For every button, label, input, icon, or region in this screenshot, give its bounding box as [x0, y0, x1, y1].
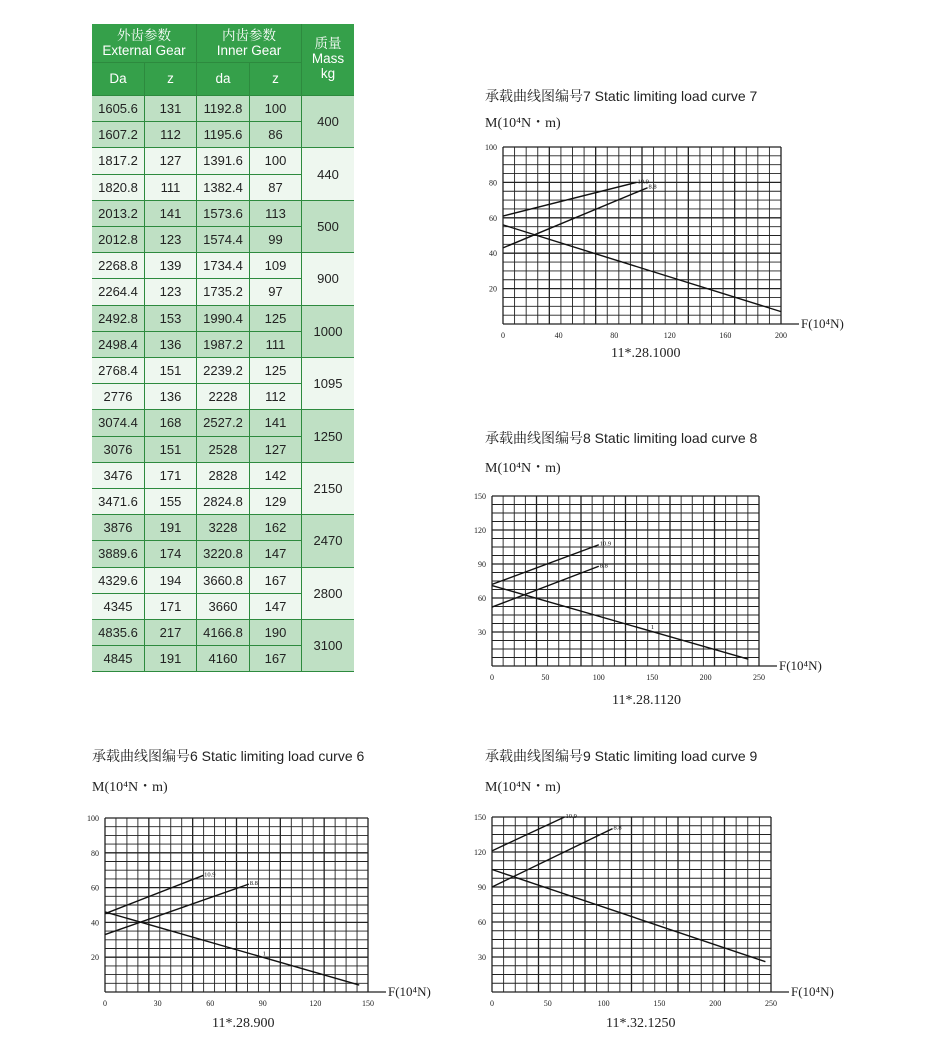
chart-title: 承载曲线图编号9 Static limiting load curve 9 [485, 748, 758, 764]
y-tick-label: 40 [91, 918, 99, 928]
table-cell: 3876 [92, 515, 144, 540]
header-external-gear [92, 24, 196, 62]
y-tick-label: 100 [485, 143, 497, 152]
table-cell: 151 [145, 437, 196, 462]
chart-curve-6 [75, 807, 460, 1015]
y-tick-label: 60 [489, 213, 497, 223]
y-tick-label: 100 [87, 814, 99, 823]
x-tick-label: 100 [597, 999, 610, 1008]
table-cell: 136 [145, 332, 196, 357]
table-cell: 3220.8 [197, 541, 249, 566]
x-tick-label: 0 [490, 999, 494, 1008]
x-tick-label: 200 [699, 673, 712, 682]
table-cell: 167 [250, 568, 301, 593]
table-cell: 4345 [92, 594, 144, 619]
table-cell: 109 [250, 253, 301, 278]
chart-x-axis-label: F(10⁴N) [388, 984, 431, 999]
table-cell: 2492.8 [92, 306, 144, 331]
series-label: 8.8 [613, 824, 622, 832]
table-cell: 97 [250, 279, 301, 304]
header-inner-gear [197, 24, 301, 62]
table-cell: 1735.2 [197, 279, 249, 304]
table-cell: 2012.8 [92, 227, 144, 252]
table-cell: 123 [145, 227, 196, 252]
chart-title: 承载曲线图编号6 Static limiting load curve 6 [92, 748, 365, 764]
table-cell: 217 [145, 620, 196, 645]
table-cell: 99 [250, 227, 301, 252]
header-external-en: External Gear [102, 43, 186, 58]
series-label: 10.9 [565, 813, 577, 820]
x-tick-label: 60 [206, 999, 215, 1008]
x-tick-label: 50 [543, 999, 552, 1008]
table-cell: 2228 [197, 384, 249, 409]
table-cell: 125 [250, 306, 301, 331]
chart-x-axis-label: F(10⁴N) [801, 316, 844, 331]
table-cell: 4160 [197, 646, 249, 671]
y-tick-label: 80 [91, 848, 99, 858]
x-tick-label: 120 [309, 999, 322, 1008]
mass-cell: 2800 [302, 568, 354, 619]
x-tick-label: 250 [765, 999, 777, 1008]
table-cell: 191 [145, 515, 196, 540]
y-tick-label: 30 [478, 628, 486, 637]
table-cell: 2013.2 [92, 201, 144, 226]
y-tick-label: 90 [478, 560, 486, 569]
series-line-10-9 [492, 817, 565, 851]
header-inner-en: Inner Gear [216, 43, 282, 58]
series-line-1 [492, 586, 748, 660]
table-cell: 125 [250, 358, 301, 383]
y-tick-label: 30 [478, 953, 486, 962]
y-tick-label: 90 [478, 883, 486, 892]
table-cell: 2828 [197, 463, 249, 488]
series-label: 8.8 [648, 183, 657, 191]
series-line-10-9 [503, 182, 636, 216]
table-cell: 111 [250, 332, 301, 357]
x-tick-label: 0 [103, 999, 107, 1008]
chart-curve-9 [465, 806, 850, 1016]
chart-title: 承载曲线图编号7 Static limiting load curve 7 [485, 88, 758, 104]
series-label: 8.8 [599, 562, 608, 570]
table-cell: 3476 [92, 463, 144, 488]
table-cell: 155 [145, 489, 196, 514]
y-tick-label: 60 [478, 918, 486, 927]
table-cell: 2528 [197, 437, 249, 462]
table-cell: 194 [145, 568, 196, 593]
table-cell: 171 [145, 463, 196, 488]
table-cell: 139 [145, 253, 196, 278]
table-cell: 1192.8 [197, 96, 249, 121]
mass-cell: 3100 [302, 620, 354, 671]
x-tick-label: 150 [646, 673, 659, 682]
x-tick-label: 200 [775, 331, 787, 340]
chart-y-axis-label: M(10⁴N・m) [485, 461, 561, 476]
mass-cell: 500 [302, 201, 354, 252]
gear-parameter-table [92, 24, 354, 672]
chart-code: 11*.28.900 [212, 1016, 275, 1031]
table-cell: 129 [250, 489, 301, 514]
chart-code: 11*.28.1120 [612, 693, 681, 708]
table-cell: 1605.6 [92, 96, 144, 121]
table-cell: 100 [250, 96, 301, 121]
series-label: 1 [661, 919, 665, 927]
table-cell: 113 [250, 201, 301, 226]
table-cell: 1382.4 [197, 175, 249, 200]
table-cell: 1734.4 [197, 253, 249, 278]
y-tick-label: 60 [91, 883, 99, 893]
table-cell: 174 [145, 541, 196, 566]
chart-curve-8 [465, 485, 845, 690]
table-cell: 2264.4 [92, 279, 144, 304]
chart-curve-7 [470, 135, 860, 345]
table-cell: 86 [250, 122, 301, 147]
table-cell: 1607.2 [92, 122, 144, 147]
y-tick-label: 120 [474, 848, 486, 857]
x-tick-label: 40 [554, 331, 563, 340]
chart-code: 11*.28.1000 [611, 346, 681, 361]
table-cell: 1990.4 [197, 306, 249, 331]
mass-cell: 900 [302, 253, 354, 304]
chart-code: 11*.32.1250 [606, 1016, 676, 1031]
x-tick-label: 0 [501, 331, 505, 340]
table-cell: 2824.8 [197, 489, 249, 514]
table-cell: 3660.8 [197, 568, 249, 593]
table-cell: 2527.2 [197, 410, 249, 435]
table-cell: 112 [145, 122, 196, 147]
header-mass-cn: 质量 [314, 36, 342, 51]
series-label: 1 [262, 950, 266, 958]
table-cell: 1195.6 [197, 122, 249, 147]
table-cell: 87 [250, 175, 301, 200]
table-cell: 127 [250, 437, 301, 462]
mass-cell: 440 [302, 148, 354, 199]
chart-x-axis-label: F(10⁴N) [779, 658, 822, 673]
table-cell: 131 [145, 96, 196, 121]
table-cell: 147 [250, 594, 301, 619]
mass-cell: 2470 [302, 515, 354, 566]
table-cell: 3076 [92, 437, 144, 462]
y-tick-label: 80 [489, 178, 497, 188]
mass-cell: 2150 [302, 463, 354, 514]
x-tick-label: 100 [592, 673, 605, 682]
table-cell: 3074.4 [92, 410, 144, 435]
table-cell: 141 [145, 201, 196, 226]
series-label: 10.9 [599, 540, 612, 548]
table-cell: 141 [250, 410, 301, 435]
table-cell: 171 [145, 594, 196, 619]
y-tick-label: 150 [474, 492, 486, 501]
series-label: 1 [650, 624, 655, 632]
table-cell: 2239.2 [197, 358, 249, 383]
x-tick-label: 150 [362, 999, 374, 1008]
mass-cell: 1250 [302, 410, 354, 461]
header-mass-en: Mass [311, 51, 345, 66]
table-cell: 1391.6 [197, 148, 249, 173]
table-cell: 4166.8 [197, 620, 249, 645]
x-tick-label: 120 [663, 331, 676, 340]
table-cell: 111 [145, 175, 196, 200]
x-tick-label: 30 [153, 999, 162, 1008]
series-label: 8.8 [249, 880, 258, 888]
series-label: 10.9 [637, 178, 649, 186]
table-cell: 1987.2 [197, 332, 249, 357]
table-cell: 127 [145, 148, 196, 173]
table-cell: 190 [250, 620, 301, 645]
table-cell: 4329.6 [92, 568, 144, 593]
x-tick-label: 90 [258, 999, 267, 1008]
table-cell: 2268.8 [92, 253, 144, 278]
table-cell: 153 [145, 306, 196, 331]
y-tick-label: 150 [474, 813, 486, 822]
series-line-10-9 [105, 875, 203, 913]
table-cell: 3889.6 [92, 541, 144, 566]
x-tick-label: 50 [541, 673, 550, 682]
table-cell: 1817.2 [92, 148, 144, 173]
table-cell: 191 [145, 646, 196, 671]
table-cell: 168 [145, 410, 196, 435]
header-inner-cn: 内齿参数 [222, 28, 276, 43]
header-col-z-inner: z [250, 63, 301, 95]
header-col-z-external: z [145, 63, 196, 95]
table-cell: 112 [250, 384, 301, 409]
x-tick-label: 0 [490, 673, 494, 682]
x-tick-label: 250 [753, 673, 765, 682]
series-label: 10.9 [204, 871, 216, 879]
header-col-Da: Da [92, 63, 144, 95]
y-tick-label: 40 [489, 249, 497, 259]
table-cell: 1574.4 [197, 227, 249, 252]
series-label: 1 [675, 271, 679, 279]
header-external-cn: 外齿参数 [117, 28, 171, 43]
header-mass-unit: kg [320, 66, 336, 81]
table-cell: 2768.4 [92, 358, 144, 383]
mass-cell: 400 [302, 96, 354, 147]
header-col-da: da [197, 63, 249, 95]
x-tick-label: 200 [709, 999, 722, 1008]
chart-y-axis-label: M(10⁴N・m) [92, 780, 168, 795]
header-mass [302, 24, 354, 95]
mass-cell: 1095 [302, 358, 354, 409]
mass-cell: 1000 [302, 306, 354, 357]
table-cell: 2776 [92, 384, 144, 409]
table-cell: 3228 [197, 515, 249, 540]
x-tick-label: 80 [610, 331, 619, 340]
table-cell: 2498.4 [92, 332, 144, 357]
table-cell: 100 [250, 148, 301, 173]
y-tick-label: 20 [489, 284, 497, 294]
table-cell: 3471.6 [92, 489, 144, 514]
table-cell: 4845 [92, 646, 144, 671]
table-cell: 4835.6 [92, 620, 144, 645]
chart-y-axis-label: M(10⁴N・m) [485, 780, 561, 795]
y-tick-label: 60 [478, 594, 486, 603]
table-cell: 167 [250, 646, 301, 671]
chart-title: 承载曲线图编号8 Static limiting load curve 8 [485, 430, 758, 446]
table-cell: 1820.8 [92, 175, 144, 200]
x-tick-label: 160 [719, 331, 732, 340]
table-cell: 162 [250, 515, 301, 540]
table-cell: 123 [145, 279, 196, 304]
table-cell: 1573.6 [197, 201, 249, 226]
x-tick-label: 150 [653, 999, 666, 1008]
table-cell: 151 [145, 358, 196, 383]
y-tick-label: 120 [474, 526, 486, 535]
chart-x-axis-label: F(10⁴N) [791, 984, 834, 999]
table-cell: 142 [250, 463, 301, 488]
table-cell: 147 [250, 541, 301, 566]
y-tick-label: 20 [91, 953, 99, 963]
table-cell: 136 [145, 384, 196, 409]
chart-y-axis-label: M(10⁴N・m) [485, 116, 561, 131]
table-cell: 3660 [197, 594, 249, 619]
